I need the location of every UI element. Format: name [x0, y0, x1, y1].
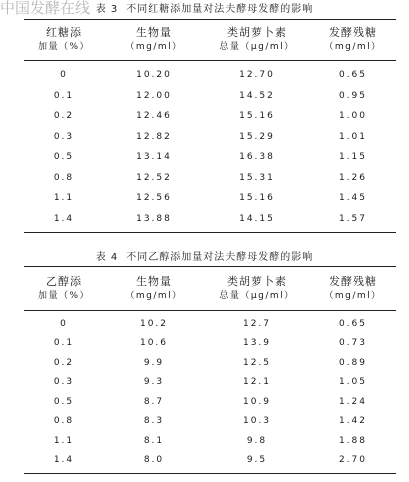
header-unit: 总量（μg/ml）	[219, 290, 295, 301]
table-cell: 0.3	[53, 131, 75, 142]
table-cell: 8.7	[143, 396, 165, 407]
header-unit: （mg/ml）	[324, 42, 382, 52]
header-unit: （mg/ml）	[125, 42, 183, 52]
table-row	[24, 168, 396, 189]
table4-body	[24, 311, 396, 473]
table-cell: 0.8	[53, 172, 75, 183]
table-cell: 1.57	[338, 213, 368, 224]
table-row	[24, 353, 396, 373]
table3-body	[24, 61, 396, 232]
table-cell: 0.89	[338, 357, 368, 368]
table-cell: 12.1	[242, 377, 272, 388]
table-cell: 8.1	[143, 435, 165, 446]
table4-header-cell	[204, 267, 310, 310]
table-cell: 12.82	[136, 131, 172, 142]
table-row	[24, 188, 396, 209]
table-cell: 14.15	[239, 213, 275, 224]
table4-caption-number: 表 4	[95, 252, 119, 263]
table-cell: 0.2	[53, 357, 75, 368]
table-cell: 15.16	[239, 193, 275, 204]
header-line: 生物量	[136, 274, 172, 288]
table-cell: 1.42	[338, 416, 368, 427]
table-cell: 0.3	[53, 377, 75, 388]
table-cell: 13.88	[136, 213, 172, 224]
table-row	[24, 451, 396, 471]
header-unit: 加量（%）	[37, 42, 91, 52]
table-cell: 0.95	[338, 90, 368, 101]
table3-header-cell	[204, 20, 310, 60]
table3-caption-number: 表 3	[95, 4, 119, 15]
header-line: 红糖添	[46, 26, 82, 39]
table4-header-cell	[310, 267, 396, 310]
table4	[24, 266, 396, 474]
table-cell: 0.8	[53, 416, 75, 427]
table-cell: 13.14	[136, 152, 172, 163]
table3-caption-title: 不同红糖添加量对法夫酵母发酵的影响	[126, 4, 314, 15]
table-cell: 10.20	[136, 70, 172, 81]
table-cell: 12.00	[136, 90, 172, 101]
table4-caption	[0, 248, 409, 263]
table-cell: 9.9	[143, 357, 165, 368]
table-row	[24, 127, 396, 148]
header-line: 发酵残糖	[329, 274, 377, 288]
table-cell: 0	[60, 318, 68, 329]
table-cell: 15.31	[239, 172, 275, 183]
table-cell: 10.9	[242, 396, 272, 407]
table-cell: 0.5	[53, 396, 75, 407]
table4-header-cell	[24, 267, 104, 310]
header-unit: 加量（%）	[37, 290, 91, 301]
table-cell: 1.4	[53, 455, 75, 466]
table4-header-cell	[104, 267, 204, 310]
table-cell: 2.70	[338, 455, 368, 466]
header-unit: （mg/ml）	[125, 290, 183, 301]
header-unit: 总量（μg/ml）	[219, 42, 295, 52]
table-cell: 0.2	[53, 111, 75, 122]
table-row	[24, 209, 396, 230]
table-cell: 0.65	[338, 318, 368, 329]
table-cell: 1.26	[338, 172, 368, 183]
table-cell: 9.5	[246, 455, 268, 466]
table-cell: 1.00	[338, 111, 368, 122]
table-cell: 0.1	[53, 90, 75, 101]
table-row	[24, 106, 396, 127]
table-cell: 0.1	[53, 338, 75, 349]
table4-caption-title: 不同乙醇添加量对法夫酵母发酵的影响	[126, 252, 314, 263]
header-line: 发酵残糖	[329, 26, 377, 39]
table-row	[24, 373, 396, 393]
table-row	[24, 412, 396, 432]
header-line: 乙醇添	[46, 274, 82, 288]
table-row	[24, 65, 396, 86]
table-row	[24, 86, 396, 107]
header-line: 生物量	[136, 26, 172, 39]
table-cell: 1.15	[338, 152, 368, 163]
table-cell: 1.88	[338, 435, 368, 446]
table-cell: 12.7	[242, 318, 272, 329]
table-cell: 15.16	[239, 111, 275, 122]
table-cell: 9.8	[246, 435, 268, 446]
table-cell: 12.56	[136, 193, 172, 204]
table-cell: 1.24	[338, 396, 368, 407]
table3-header	[24, 20, 396, 61]
table3-caption	[0, 0, 409, 15]
table-row	[24, 334, 396, 354]
table-cell: 1.45	[338, 193, 368, 204]
table-row	[24, 431, 396, 451]
table3-header-cell	[310, 20, 396, 60]
table-cell: 15.29	[239, 131, 275, 142]
table-row	[24, 147, 396, 168]
table-cell: 12.5	[242, 357, 272, 368]
table-cell: 1.05	[338, 377, 368, 388]
table-cell: 0.65	[338, 70, 368, 81]
table-cell: 0	[60, 70, 68, 81]
table4-header	[24, 267, 396, 311]
table-cell: 8.0	[143, 455, 165, 466]
table-cell: 12.70	[239, 70, 275, 81]
table-cell: 1.1	[53, 193, 75, 204]
table-cell: 0.5	[53, 152, 75, 163]
table-cell: 10.3	[242, 416, 272, 427]
table-row	[24, 314, 396, 334]
table-cell: 9.3	[143, 377, 165, 388]
table-cell: 10.2	[139, 318, 169, 329]
table-cell: 10.6	[139, 338, 169, 349]
table-cell: 1.1	[53, 435, 75, 446]
table-cell: 0.73	[338, 338, 368, 349]
table3	[24, 19, 396, 233]
table-cell: 16.38	[239, 152, 275, 163]
table-cell: 1.4	[53, 213, 75, 224]
table3-header-cell	[24, 20, 104, 60]
table-cell: 12.52	[136, 172, 172, 183]
header-line: 类胡萝卜素	[227, 26, 287, 39]
header-line: 类胡萝卜素	[227, 274, 287, 288]
table-cell: 12.46	[136, 111, 172, 122]
table-row	[24, 392, 396, 412]
table3-header-cell	[104, 20, 204, 60]
table-cell: 14.52	[239, 90, 275, 101]
table-cell: 1.01	[338, 131, 368, 142]
watermark: 中国发酵在线	[0, 0, 91, 17]
table-cell: 13.9	[242, 338, 272, 349]
header-unit: （mg/ml）	[324, 290, 382, 301]
table-cell: 8.3	[143, 416, 165, 427]
